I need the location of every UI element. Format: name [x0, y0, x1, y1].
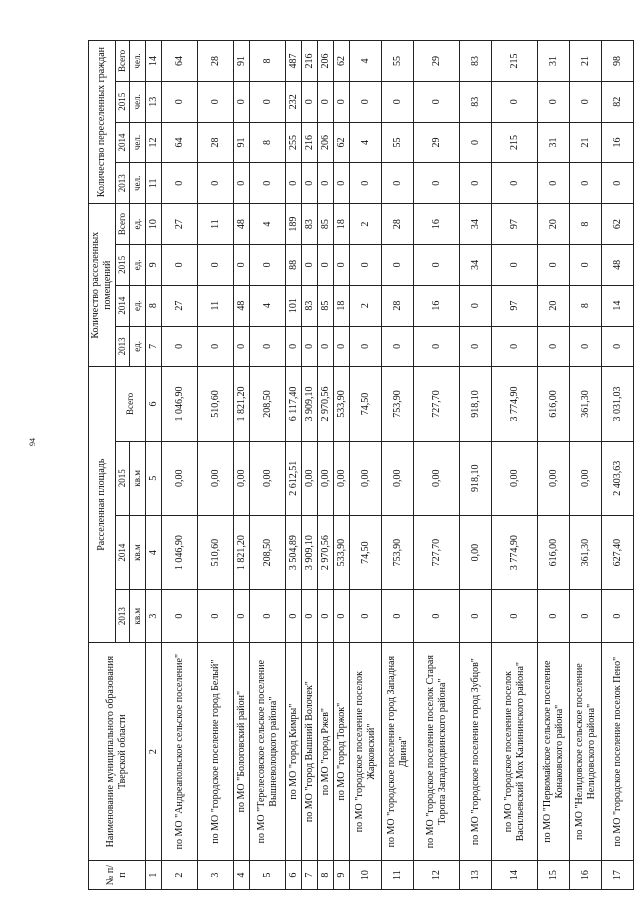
column-number-row: [146, 41, 162, 890]
people-2014: 62: [334, 122, 350, 163]
rooms-total: 97: [492, 204, 538, 245]
rooms-total: 8: [570, 204, 602, 245]
column-number: 4: [146, 515, 162, 589]
people-total: 91: [234, 41, 250, 82]
row-number: 5: [250, 861, 286, 890]
rooms-2013: 0: [318, 326, 334, 367]
rooms-2014: 27: [162, 285, 198, 326]
people-2014: 4: [350, 122, 382, 163]
people-2014: 16: [602, 122, 634, 163]
area-2014: 0,00: [460, 515, 492, 589]
rooms-2015: 0: [334, 244, 350, 285]
row-number: 6: [286, 861, 302, 890]
people-2015: 0: [334, 81, 350, 122]
people-2013: 0: [382, 163, 414, 204]
rooms-2015: 0: [234, 244, 250, 285]
rooms-2014: 14: [602, 285, 634, 326]
rooms-2014: 28: [382, 285, 414, 326]
table-row: [318, 41, 334, 890]
unit-rooms: ед.: [130, 244, 146, 285]
table-row: [302, 41, 318, 890]
header-people-group: Количество переселенных граждан: [89, 41, 116, 204]
people-2014: 31: [538, 122, 570, 163]
area-2015: 0,00: [414, 441, 460, 515]
municipality-name: по МО "городское поселение поселок Пено": [602, 643, 634, 861]
area-2014: 3 774,90: [492, 515, 538, 589]
area-2015: 0,00: [318, 441, 334, 515]
people-2014: 28: [198, 122, 234, 163]
rooms-2013: 0: [382, 326, 414, 367]
rooms-2014: 11: [198, 285, 234, 326]
column-number: 12: [146, 122, 162, 163]
header-area-group: Расселенная площадь: [89, 367, 116, 643]
table-row: [234, 41, 250, 890]
header-rooms-group: Количество расселенных помещений: [89, 204, 116, 367]
page-number: 94: [28, 438, 37, 446]
rooms-total: 11: [198, 204, 234, 245]
area-total: 6 117,40: [286, 367, 302, 441]
area-2013: 0: [350, 590, 382, 643]
column-number: 14: [146, 41, 162, 82]
table-row: [570, 41, 602, 890]
column-number: 10: [146, 204, 162, 245]
unit-area: кв.м: [130, 515, 146, 589]
people-2014: 215: [492, 122, 538, 163]
area-2015: 0,00: [198, 441, 234, 515]
rooms-total: 4: [250, 204, 286, 245]
people-2014: 8: [250, 122, 286, 163]
people-2013: 0: [602, 163, 634, 204]
rooms-2015: 0: [492, 244, 538, 285]
area-2015: 0,00: [382, 441, 414, 515]
municipality-name: по МО "Первомайское сельское поселение Конаковского района": [538, 643, 570, 861]
table-row: [460, 41, 492, 890]
column-number: 7: [146, 326, 162, 367]
people-total: 64: [162, 41, 198, 82]
area-2013: 0: [460, 590, 492, 643]
unit-area: кв.м: [130, 590, 146, 643]
unit-area: кв.м: [130, 441, 146, 515]
rooms-2014: 20: [538, 285, 570, 326]
table-row: [286, 41, 302, 890]
area-2015: 0,00: [162, 441, 198, 515]
area-total: 3 909,10: [302, 367, 318, 441]
people-2013: 0: [198, 163, 234, 204]
rooms-2013: 0: [250, 326, 286, 367]
rooms-total: 2: [350, 204, 382, 245]
municipality-name: по МО "городское поселение поселок Старая Торопа Западнодвинского района": [414, 643, 460, 861]
area-2015: 2 403,63: [602, 441, 634, 515]
rooms-total: 62: [602, 204, 634, 245]
table-row: [350, 41, 382, 890]
people-2013: 0: [538, 163, 570, 204]
area-total: 727,70: [414, 367, 460, 441]
rooms-2013: 0: [162, 326, 198, 367]
resettlement-table: [88, 40, 634, 890]
rooms-2014: 101: [286, 285, 302, 326]
people-2015: 83: [460, 81, 492, 122]
rooms-2014: 97: [492, 285, 538, 326]
municipality-name: по МО "Андреапольское сельское поселение": [162, 643, 198, 861]
year-rooms-2014: 2014: [116, 285, 130, 326]
people-2013: 0: [492, 163, 538, 204]
municipality-name: по МО "город Ржев": [318, 643, 334, 861]
year-rooms-2013: 2013: [116, 326, 130, 367]
municipality-name: по МО "городское поселение поселок Жарковский": [350, 643, 382, 861]
area-2013: 0: [334, 590, 350, 643]
rooms-total: 20: [538, 204, 570, 245]
area-2014: 753,90: [382, 515, 414, 589]
rooms-2013: 0: [234, 326, 250, 367]
people-2013: 0: [234, 163, 250, 204]
rooms-total: 27: [162, 204, 198, 245]
people-2014: 29: [414, 122, 460, 163]
rooms-2013: 0: [492, 326, 538, 367]
unit-people: чел.: [130, 163, 146, 204]
table-row: [162, 41, 198, 890]
municipality-name: по МО "Нелидовское сельское поселение Нелидовского района": [570, 643, 602, 861]
rooms-total: 16: [414, 204, 460, 245]
rooms-2015: 0: [318, 244, 334, 285]
area-2014: 208,50: [250, 515, 286, 589]
rooms-total: 85: [318, 204, 334, 245]
area-2015: 0,00: [250, 441, 286, 515]
area-2014: 2 970,56: [318, 515, 334, 589]
people-2015: 0: [234, 81, 250, 122]
area-2015: 2 612,51: [286, 441, 302, 515]
area-2014: 1 046,90: [162, 515, 198, 589]
area-2013: 0: [570, 590, 602, 643]
area-2013: 0: [302, 590, 318, 643]
area-2013: 0: [414, 590, 460, 643]
area-2014: 74,50: [350, 515, 382, 589]
rooms-2013: 0: [570, 326, 602, 367]
people-2013: 0: [334, 163, 350, 204]
area-2014: 361,30: [570, 515, 602, 589]
people-total: 29: [414, 41, 460, 82]
row-number: 15: [538, 861, 570, 890]
area-total: 753,90: [382, 367, 414, 441]
people-2015: 82: [602, 81, 634, 122]
area-2013: 0: [382, 590, 414, 643]
column-number: 8: [146, 285, 162, 326]
rooms-total: 83: [302, 204, 318, 245]
area-total: 918,10: [460, 367, 492, 441]
people-2013: 0: [162, 163, 198, 204]
area-2014: 3 909,10: [302, 515, 318, 589]
area-2013: 0: [602, 590, 634, 643]
area-total: 3 031,03: [602, 367, 634, 441]
table-row: [414, 41, 460, 890]
municipality-name: по МО "Бологовский район": [234, 643, 250, 861]
people-2014: 21: [570, 122, 602, 163]
area-2015: 0,00: [350, 441, 382, 515]
area-2014: 727,70: [414, 515, 460, 589]
row-number: 13: [460, 861, 492, 890]
area-2014: 533,90: [334, 515, 350, 589]
people-total: 98: [602, 41, 634, 82]
rooms-total: 18: [334, 204, 350, 245]
rooms-2014: 8: [570, 285, 602, 326]
table-row: [382, 41, 414, 890]
unit-people: чел.: [130, 122, 146, 163]
column-number: 6: [146, 367, 162, 441]
row-number: 14: [492, 861, 538, 890]
rooms-2013: 0: [460, 326, 492, 367]
area-2015: 0,00: [234, 441, 250, 515]
header-name: Наименование муниципального образования Тверской области: [89, 643, 146, 861]
area-2014: 616,00: [538, 515, 570, 589]
municipality-name: по МО "городское поселение город Белый": [198, 643, 234, 861]
row-number: 12: [414, 861, 460, 890]
column-number: 2: [146, 643, 162, 861]
rooms-2015: 34: [460, 244, 492, 285]
year-people-2015: 2015: [116, 81, 130, 122]
area-2015: 0,00: [334, 441, 350, 515]
column-number: 11: [146, 163, 162, 204]
municipality-name: по МО "город Торжок": [334, 643, 350, 861]
people-2013: 0: [302, 163, 318, 204]
people-total: 216: [302, 41, 318, 82]
rooms-2015: 0: [382, 244, 414, 285]
table-row: [602, 41, 634, 890]
year-people-total: Всего: [116, 41, 130, 82]
people-2015: 0: [492, 81, 538, 122]
people-2013: 0: [414, 163, 460, 204]
municipality-name: по МО "городское поселение поселок Васильевский Мох Калининского района": [492, 643, 538, 861]
rooms-total: 28: [382, 204, 414, 245]
people-2014: 216: [302, 122, 318, 163]
area-2013: 0: [162, 590, 198, 643]
rooms-2015: 0: [250, 244, 286, 285]
people-2015: 0: [318, 81, 334, 122]
unit-people: чел.: [130, 41, 146, 82]
rooms-2013: 0: [414, 326, 460, 367]
area-2014: 510,60: [198, 515, 234, 589]
people-2014: 255: [286, 122, 302, 163]
area-2015: 0,00: [538, 441, 570, 515]
people-2013: 0: [250, 163, 286, 204]
area-2015: 918,10: [460, 441, 492, 515]
municipality-name: по МО "город Вышний Волочек": [302, 643, 318, 861]
area-total: 2 970,56: [318, 367, 334, 441]
row-number: 9: [334, 861, 350, 890]
year-area-2013: 2013: [116, 590, 130, 643]
rooms-total: 48: [234, 204, 250, 245]
people-total: 487: [286, 41, 302, 82]
table-row: [492, 41, 538, 890]
area-2013: 0: [538, 590, 570, 643]
people-total: 28: [198, 41, 234, 82]
people-2013: 0: [350, 163, 382, 204]
rooms-2015: 88: [286, 244, 302, 285]
row-number: 11: [382, 861, 414, 890]
rooms-2013: 0: [334, 326, 350, 367]
rooms-2013: 0: [198, 326, 234, 367]
rotated-table-container: [88, 40, 623, 890]
rooms-2013: 0: [602, 326, 634, 367]
rooms-2014: 18: [334, 285, 350, 326]
people-2014: 91: [234, 122, 250, 163]
rooms-2015: 0: [414, 244, 460, 285]
area-total: 533,90: [334, 367, 350, 441]
area-2013: 0: [318, 590, 334, 643]
area-total: 616,00: [538, 367, 570, 441]
rooms-total: 189: [286, 204, 302, 245]
table-body: [146, 41, 634, 890]
rooms-2015: 48: [602, 244, 634, 285]
rooms-2015: 0: [302, 244, 318, 285]
people-2015: 0: [162, 81, 198, 122]
column-number: 1: [146, 861, 162, 890]
area-2013: 0: [198, 590, 234, 643]
rooms-2013: 0: [302, 326, 318, 367]
table-row: [538, 41, 570, 890]
area-2013: 0: [250, 590, 286, 643]
area-2015: 0,00: [302, 441, 318, 515]
rooms-2014: 2: [350, 285, 382, 326]
people-total: 215: [492, 41, 538, 82]
row-number: 4: [234, 861, 250, 890]
row-number: 3: [198, 861, 234, 890]
row-number: 8: [318, 861, 334, 890]
people-2015: 0: [250, 81, 286, 122]
rooms-2013: 0: [350, 326, 382, 367]
area-2013: 0: [234, 590, 250, 643]
area-2013: 0: [286, 590, 302, 643]
column-number: 3: [146, 590, 162, 643]
rooms-2015: 0: [198, 244, 234, 285]
people-total: 83: [460, 41, 492, 82]
rooms-2014: 16: [414, 285, 460, 326]
unit-people: чел.: [130, 81, 146, 122]
people-total: 62: [334, 41, 350, 82]
rooms-2014: 83: [302, 285, 318, 326]
year-area-total: Всего: [116, 367, 146, 441]
rooms-2015: 0: [162, 244, 198, 285]
row-number: 7: [302, 861, 318, 890]
people-2013: 0: [286, 163, 302, 204]
table-row: [198, 41, 234, 890]
people-2014: 64: [162, 122, 198, 163]
rooms-2014: 4: [250, 285, 286, 326]
people-2015: 0: [350, 81, 382, 122]
people-2015: 0: [570, 81, 602, 122]
column-number: 13: [146, 81, 162, 122]
people-total: 8: [250, 41, 286, 82]
people-2013: 0: [570, 163, 602, 204]
rooms-2014: 85: [318, 285, 334, 326]
table-row: [250, 41, 286, 890]
year-people-2014: 2014: [116, 122, 130, 163]
people-2015: 0: [198, 81, 234, 122]
table-row: [334, 41, 350, 890]
unit-rooms: ед.: [130, 326, 146, 367]
people-2015: 0: [302, 81, 318, 122]
area-total: 74,50: [350, 367, 382, 441]
rooms-2014: 48: [234, 285, 250, 326]
year-people-2013: 2013: [116, 163, 130, 204]
year-area-2015: 2015: [116, 441, 130, 515]
rooms-total: 34: [460, 204, 492, 245]
people-total: 206: [318, 41, 334, 82]
area-2013: 0: [492, 590, 538, 643]
row-number: 17: [602, 861, 634, 890]
year-area-2014: 2014: [116, 515, 130, 589]
area-2014: 627,40: [602, 515, 634, 589]
row-number: 16: [570, 861, 602, 890]
rooms-2015: 0: [538, 244, 570, 285]
rooms-2015: 0: [570, 244, 602, 285]
municipality-name: по МО "городское поселение город Зубцов": [460, 643, 492, 861]
people-2015: 232: [286, 81, 302, 122]
area-2015: 0,00: [570, 441, 602, 515]
people-2014: 206: [318, 122, 334, 163]
column-number: 5: [146, 441, 162, 515]
rooms-2013: 0: [286, 326, 302, 367]
header-num: № п/п: [89, 861, 146, 890]
municipality-name: по МО "город Кимры": [286, 643, 302, 861]
area-2014: 1 821,20: [234, 515, 250, 589]
people-2014: 0: [460, 122, 492, 163]
year-rooms-total: Всего: [116, 204, 130, 245]
area-total: 361,30: [570, 367, 602, 441]
people-2015: 0: [538, 81, 570, 122]
rooms-2014: 0: [460, 285, 492, 326]
column-number: 9: [146, 244, 162, 285]
people-2015: 0: [414, 81, 460, 122]
people-total: 55: [382, 41, 414, 82]
municipality-name: по МО "городское поселение город Западная Двина": [382, 643, 414, 861]
municipality-name: по МО "Терелесовское сельское поселение Вышневолоцкого района": [250, 643, 286, 861]
people-2013: 0: [318, 163, 334, 204]
area-total: 3 774,90: [492, 367, 538, 441]
unit-rooms: ед.: [130, 285, 146, 326]
people-total: 4: [350, 41, 382, 82]
rooms-2013: 0: [538, 326, 570, 367]
row-number: 10: [350, 861, 382, 890]
people-total: 31: [538, 41, 570, 82]
unit-rooms: ед.: [130, 204, 146, 245]
rooms-2015: 0: [350, 244, 382, 285]
area-total: 1 821,20: [234, 367, 250, 441]
year-rooms-2015: 2015: [116, 244, 130, 285]
area-total: 1 046,90: [162, 367, 198, 441]
area-total: 208,50: [250, 367, 286, 441]
people-total: 21: [570, 41, 602, 82]
people-2015: 0: [382, 81, 414, 122]
row-number: 2: [162, 861, 198, 890]
area-total: 510,60: [198, 367, 234, 441]
area-2015: 0,00: [492, 441, 538, 515]
area-2014: 3 504,89: [286, 515, 302, 589]
people-2013: 0: [460, 163, 492, 204]
people-2014: 55: [382, 122, 414, 163]
